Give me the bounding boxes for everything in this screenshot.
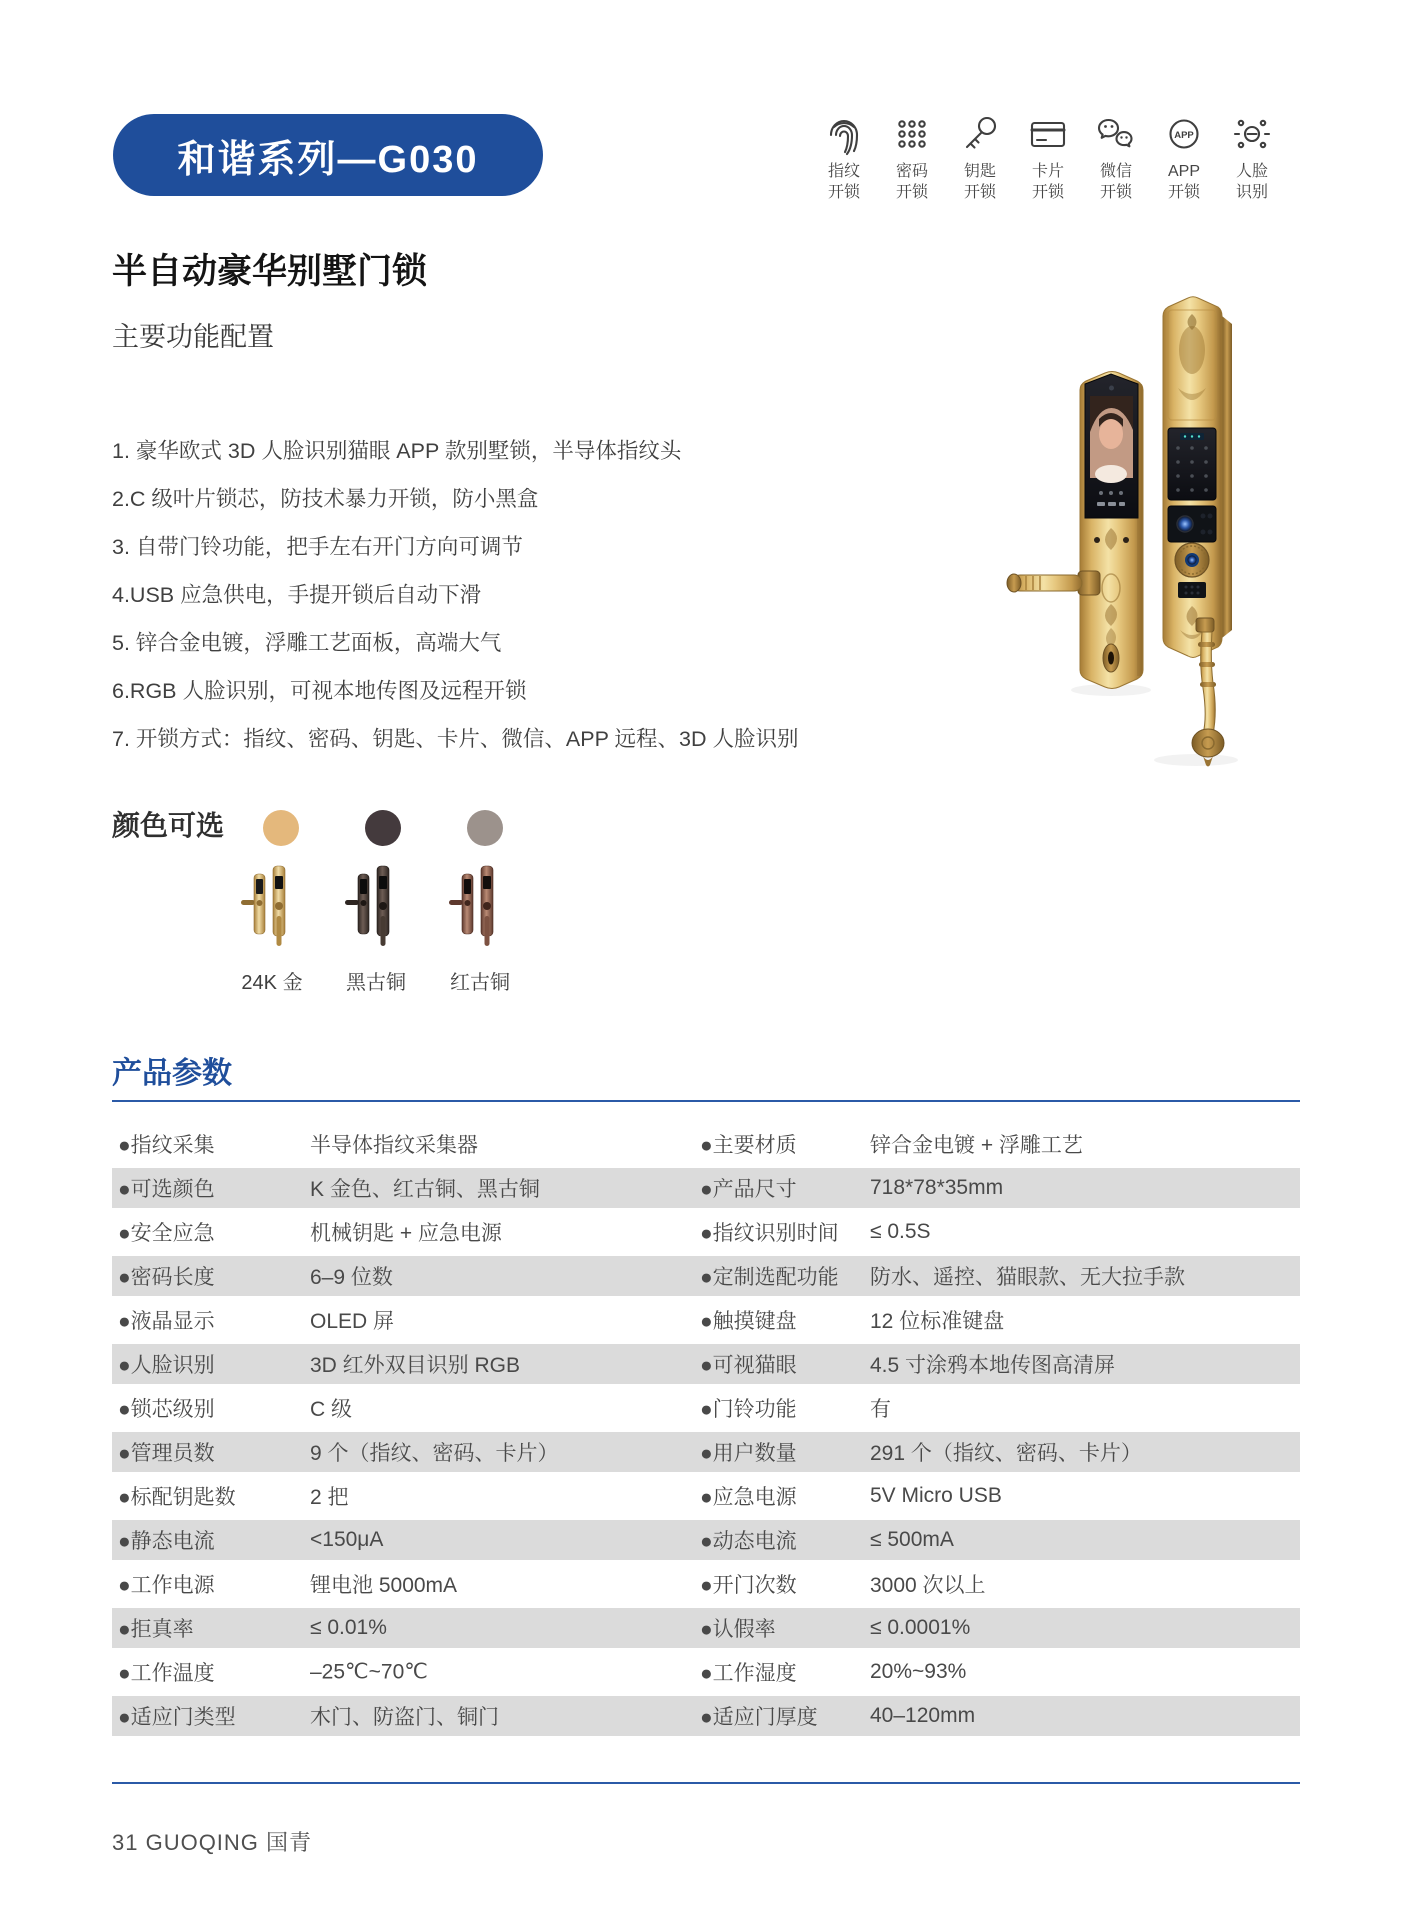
unlock-method-label: 密码: [895, 163, 928, 180]
spec-label: ●液晶显示: [118, 1310, 215, 1333]
key-icon: [958, 112, 1002, 156]
feature-item: 4.USB 应急供电，手提开锁后自动下滑: [112, 583, 482, 607]
color-variant-row: [240, 858, 512, 995]
spec-value: 机械钥匙 + 应急电源: [310, 1222, 502, 1245]
spec-value: 半导体指纹采集器: [310, 1134, 478, 1157]
spec-value: ≤ 0.5S: [870, 1220, 931, 1243]
spec-label: ●定制选配功能: [700, 1266, 839, 1289]
unlock-method-label: 钥匙: [963, 163, 996, 180]
color-variant-name: 红古铜: [450, 972, 510, 994]
spec-value: 5V Micro USB: [870, 1484, 1002, 1507]
spec-value: 3000 次以上: [870, 1574, 986, 1597]
spec-value: –25℃~70℃: [310, 1660, 428, 1684]
spec-label: ●产品尺寸: [700, 1178, 797, 1201]
spec-label: ●工作温度: [118, 1662, 215, 1685]
spec-value: C 级: [310, 1398, 352, 1421]
spec-label: ●标配钥匙数: [118, 1486, 236, 1509]
spec-value: 有: [870, 1398, 891, 1421]
color-variant-name: 24K 金: [241, 972, 303, 994]
spec-label: ●工作电源: [118, 1574, 215, 1597]
spec-row: [112, 1562, 1300, 1606]
unlock-method-app: [1160, 112, 1208, 203]
unlock-method-password: [888, 112, 936, 203]
spec-label: ●指纹识别时间: [700, 1222, 839, 1245]
features-heading: 主要功能配置: [112, 322, 274, 352]
fingerprint-icon: [822, 112, 866, 156]
spec-row: [112, 1210, 1300, 1254]
unlock-method-label: 卡片: [1031, 163, 1064, 180]
spec-row: [112, 1166, 1300, 1210]
lock-thumbnail-red: [448, 858, 512, 954]
spec-row: [112, 1606, 1300, 1650]
keypad-icon: [890, 112, 934, 156]
spec-row: [112, 1386, 1300, 1430]
spec-label: ●静态电流: [118, 1530, 215, 1553]
color-variant-black: [344, 858, 408, 995]
spec-row: [112, 1474, 1300, 1518]
spec-label: ●可视猫眼: [700, 1354, 797, 1377]
color-variant-red: [448, 858, 512, 995]
spec-value: 9 个（指纹、密码、卡片）: [310, 1442, 559, 1465]
spec-row: [112, 1430, 1300, 1474]
color-swatch-red: [467, 810, 503, 846]
spec-label: ●用户数量: [700, 1442, 797, 1465]
spec-row: [112, 1694, 1300, 1738]
unlock-method-card: [1024, 112, 1072, 203]
spec-row: [112, 1122, 1300, 1166]
specs-heading: 产品参数: [112, 1057, 232, 1090]
spec-label: ●工作湿度: [700, 1662, 797, 1685]
unlock-method-label: 开锁: [963, 184, 996, 201]
spec-value: 防水、遥控、猫眼款、无大拉手款: [870, 1266, 1185, 1289]
specs-divider: [112, 1100, 1300, 1102]
unlock-method-label: 微信: [1099, 163, 1132, 180]
spec-value: <150μA: [310, 1528, 384, 1551]
lock-thumbnail-black: [344, 858, 408, 954]
svg-text:APP: APP: [1174, 130, 1194, 141]
spec-value: 3D 红外双目识别 RGB: [310, 1354, 521, 1377]
spec-label: ●可选颜色: [118, 1178, 215, 1201]
spec-value: 40–120mm: [870, 1704, 976, 1727]
unlock-method-label: 指纹: [827, 163, 860, 180]
spec-label: ●锁芯级别: [118, 1398, 215, 1421]
unlock-method-label: 开锁: [827, 184, 860, 201]
spec-label: ●动态电流: [700, 1530, 797, 1553]
spec-value: ≤ 500mA: [870, 1528, 954, 1551]
spec-value: 291 个（指纹、密码、卡片）: [870, 1442, 1142, 1465]
card-icon: [1026, 112, 1070, 156]
lock-thumbnail-gold: [240, 858, 304, 954]
unlock-method-label: 开锁: [895, 184, 928, 201]
unlock-method-label: 人脸: [1235, 163, 1268, 180]
spec-value: ≤ 0.01%: [310, 1616, 387, 1639]
color-swatch-gold: [263, 810, 299, 846]
footer-divider: [112, 1782, 1300, 1784]
unlock-method-key: [956, 112, 1004, 203]
color-variant-gold: [240, 858, 304, 995]
unlock-method-wechat: [1092, 112, 1140, 203]
features-list: [112, 437, 798, 773]
spec-label: ●适应门类型: [118, 1706, 236, 1729]
spec-value: 6–9 位数: [310, 1266, 393, 1289]
feature-item: 6.RGB 人脸识别，可视本地传图及远程开锁: [112, 679, 527, 703]
spec-label: ●触摸键盘: [700, 1310, 797, 1333]
unlock-method-label: 开锁: [1099, 184, 1132, 201]
spec-value: ≤ 0.0001%: [870, 1616, 971, 1639]
specs-table: [112, 1122, 1300, 1738]
page-footer: 31 GUOQING 国青: [112, 1830, 313, 1855]
spec-row: [112, 1254, 1300, 1298]
spec-label: ●管理员数: [118, 1442, 215, 1465]
spec-value: 木门、防盗门、铜门: [310, 1706, 499, 1729]
product-image-door-lock: [1000, 288, 1260, 778]
spec-label: ●认假率: [700, 1618, 776, 1641]
spec-row: [112, 1518, 1300, 1562]
feature-item: 2.C 级叶片锁芯，防技术暴力开锁，防小黑盒: [112, 487, 539, 511]
spec-label: ●开门次数: [700, 1574, 797, 1597]
face-icon: [1230, 112, 1274, 156]
spec-row: [112, 1342, 1300, 1386]
spec-value: 718*78*35mm: [870, 1176, 1004, 1199]
spec-label: ●密码长度: [118, 1266, 215, 1289]
color-variant-name: 黑古铜: [346, 972, 406, 994]
spec-label: ●应急电源: [700, 1486, 797, 1509]
unlock-methods-row: [820, 112, 1276, 203]
spec-label: ●拒真率: [118, 1618, 194, 1641]
spec-value: 4.5 寸涂鸦本地传图高清屏: [870, 1354, 1116, 1377]
color-swatch-black: [365, 810, 401, 846]
feature-item: 1. 豪华欧式 3D 人脸识别猫眼 APP 款别墅锁，半导体指纹头: [112, 439, 682, 463]
spec-value: 20%~93%: [870, 1660, 967, 1683]
feature-item: 3. 自带门铃功能，把手左右开门方向可调节: [112, 535, 523, 559]
spec-label: ●门铃功能: [700, 1398, 797, 1421]
series-badge-label: 和谐系列—G030: [177, 138, 479, 181]
feature-item: 7. 开锁方式：指纹、密码、钥匙、卡片、微信、APP 远程、3D 人脸识别: [112, 727, 799, 751]
app-icon: [1162, 112, 1206, 156]
unlock-method-label: 开锁: [1167, 184, 1200, 201]
page-title: 半自动豪华别墅门锁: [112, 252, 428, 291]
spec-label: ●指纹采集: [118, 1134, 215, 1157]
unlock-method-label: APP: [1167, 163, 1200, 180]
unlock-method-fingerprint: [820, 112, 868, 203]
spec-value: 锌合金电镀 + 浮雕工艺: [870, 1134, 1083, 1157]
spec-label: ●安全应急: [118, 1222, 215, 1245]
colors-heading: 颜色可选: [112, 810, 225, 841]
series-badge: [113, 114, 543, 196]
spec-label: ●主要材质: [700, 1134, 797, 1157]
unlock-method-label: 开锁: [1031, 184, 1064, 201]
spec-value: OLED 屏: [310, 1310, 395, 1333]
unlock-method-label: 识别: [1235, 184, 1268, 201]
spec-label: ●人脸识别: [118, 1354, 215, 1377]
spec-label: ●适应门厚度: [700, 1706, 818, 1729]
feature-item: 5. 锌合金电镀，浮雕工艺面板，高端大气: [112, 631, 502, 655]
spec-row: [112, 1298, 1300, 1342]
spec-value: 2 把: [310, 1486, 349, 1509]
wechat-icon: [1094, 112, 1138, 156]
spec-value: 锂电池 5000mA: [310, 1574, 458, 1597]
spec-value: 12 位标准键盘: [870, 1310, 1005, 1333]
spec-row: [112, 1650, 1300, 1694]
spec-value: K 金色、红古铜、黑古铜: [310, 1178, 540, 1201]
unlock-method-face: [1228, 112, 1276, 203]
